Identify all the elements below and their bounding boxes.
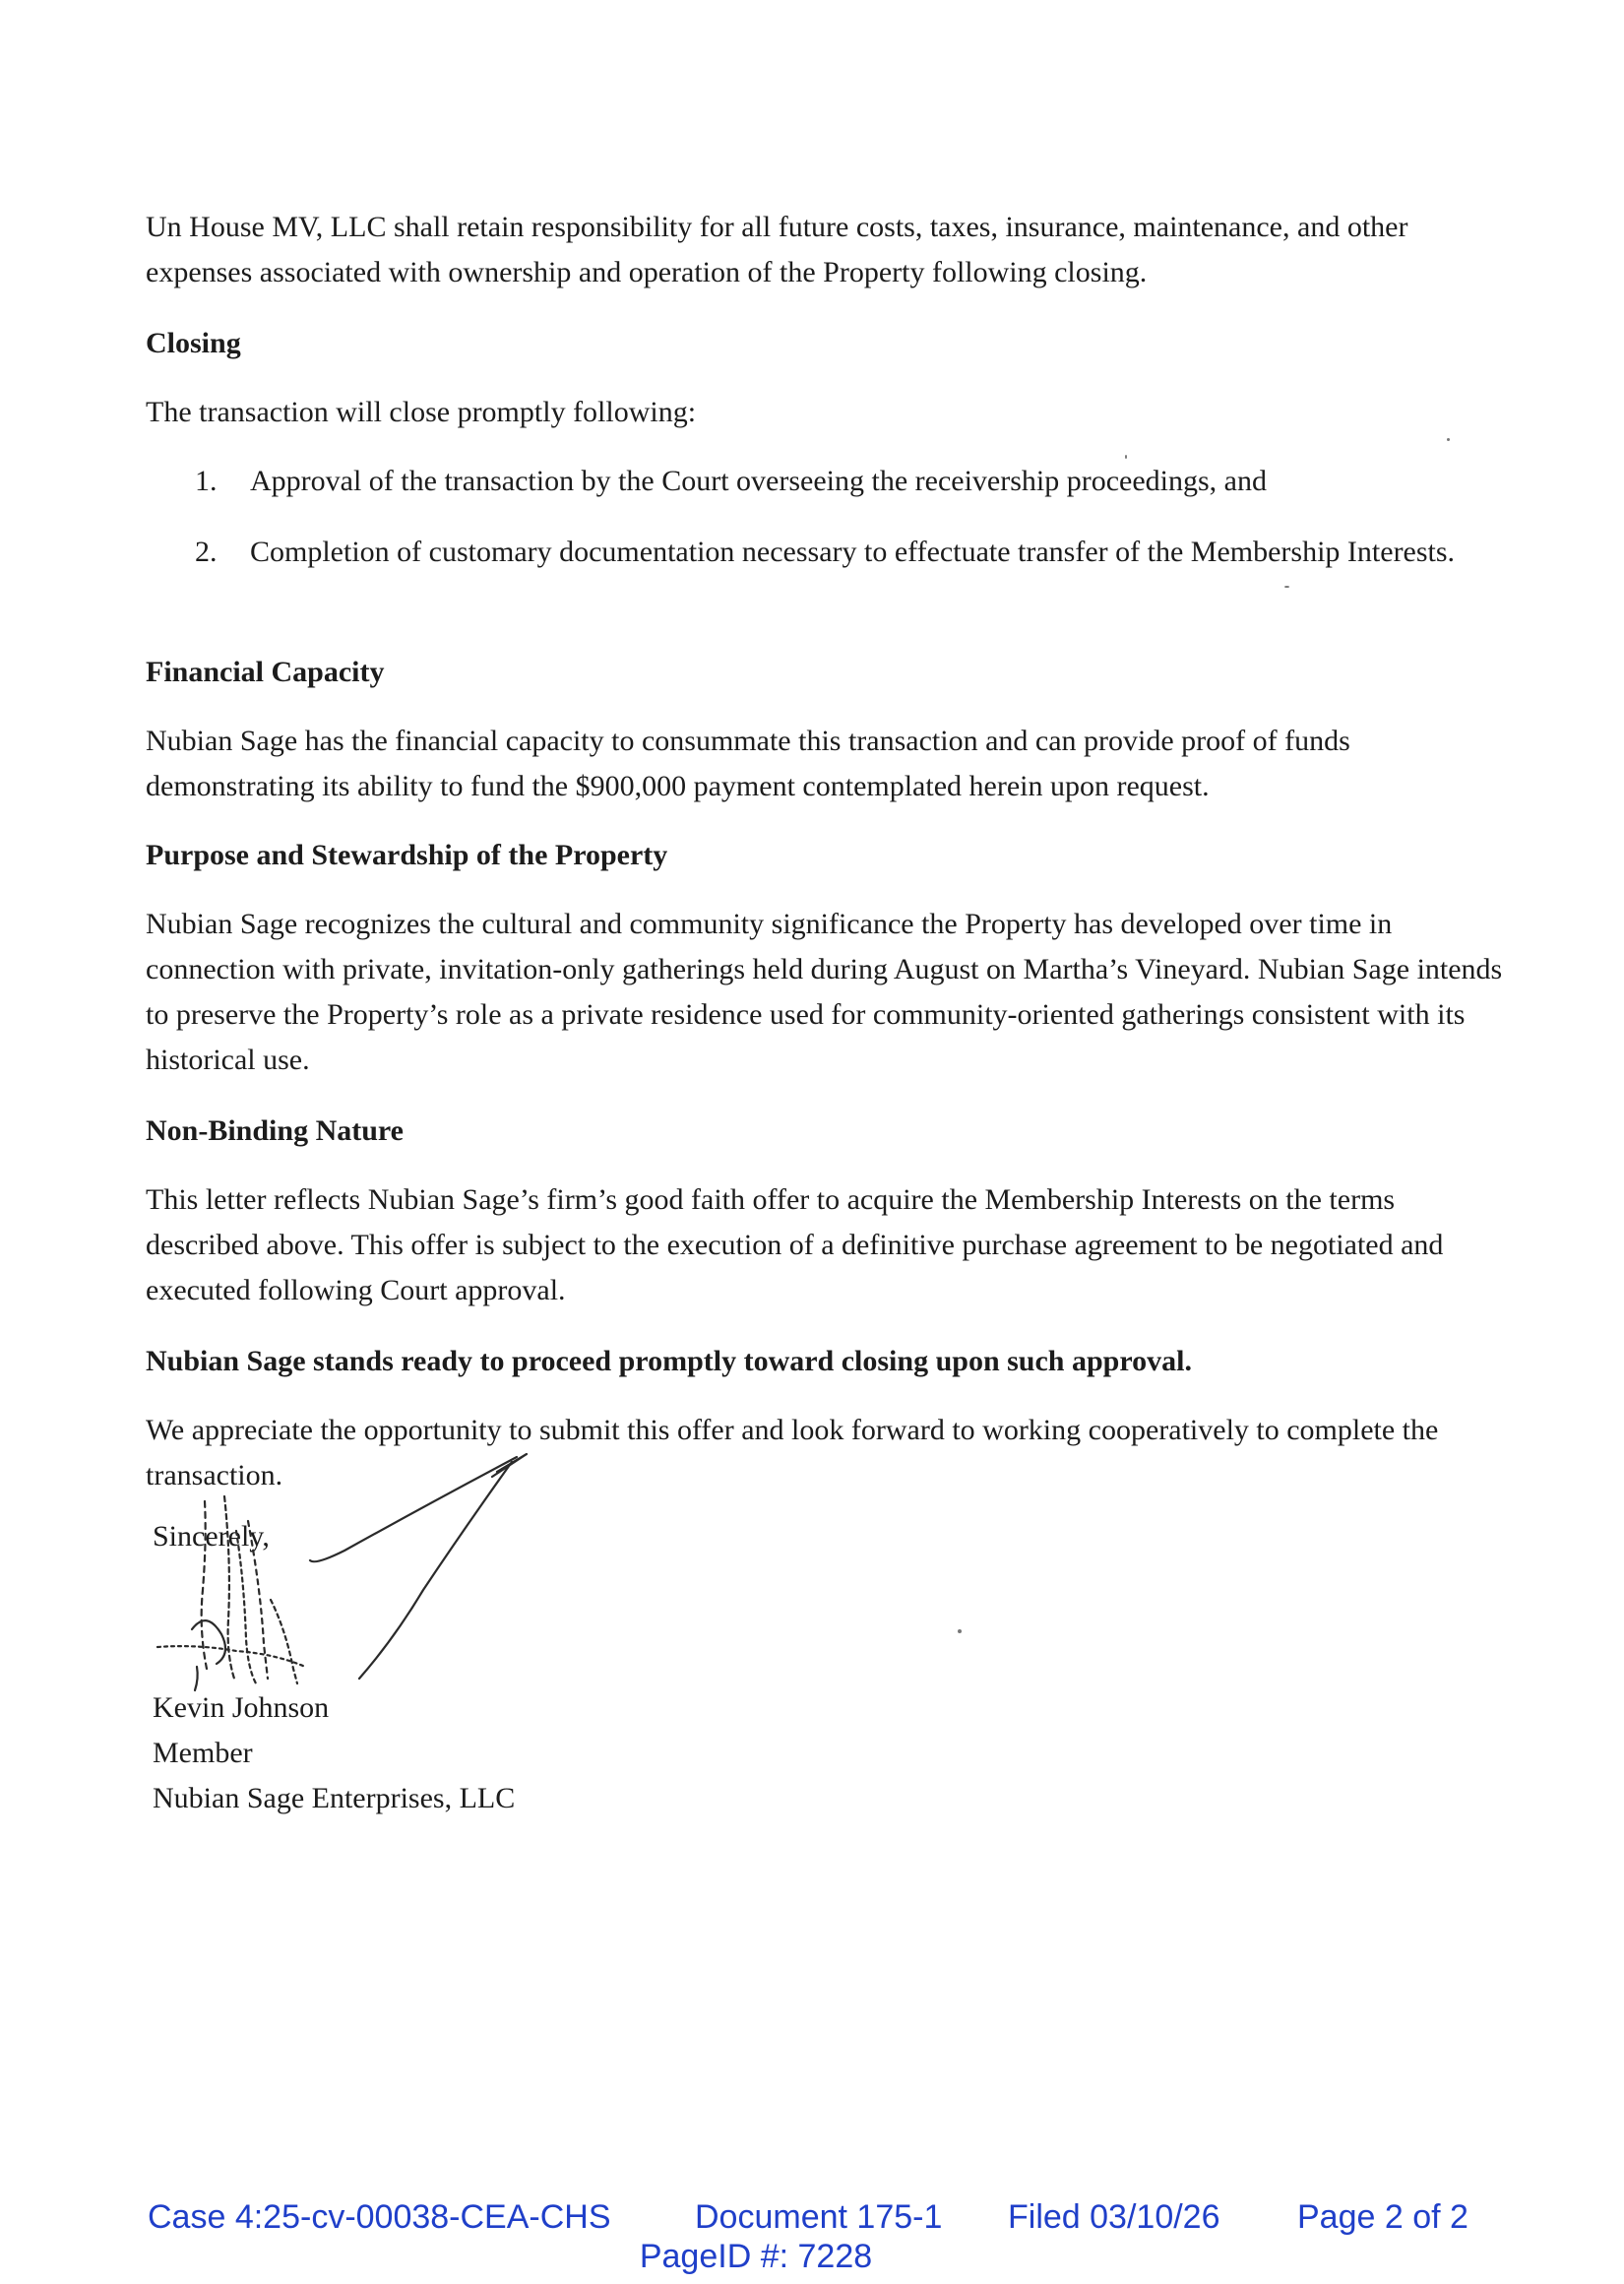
non-binding-heading: Non-Binding Nature <box>146 1114 405 1147</box>
scan-speck <box>958 1629 962 1633</box>
list-number: 2. <box>195 536 218 568</box>
scan-speck <box>1284 586 1289 588</box>
closing-lead: The transaction will close promptly following: <box>146 396 697 428</box>
purpose-heading: Purpose and Stewardship of the Property <box>146 839 668 871</box>
list-number: 1. <box>195 465 218 497</box>
financial-capacity-heading: Financial Capacity <box>146 656 385 688</box>
purpose-body: Nubian Sage recognizes the cultural and community significance the Property has developed over time in connection with private, invitation-only gatherings held during August on Martha’s Vineyard. Nubian Sage intends to preserve the Property’s role as a private residence used for community-oriented gatherings consistent with its historical use. <box>146 908 1503 1076</box>
list-text: Completion of customary documentation necessary to effectuate transfer of the Membership Interests. <box>250 536 1456 568</box>
scan-speck <box>1125 455 1127 459</box>
document-number: Document 175-1 <box>695 2198 943 2236</box>
page-id: PageID #: 7228 <box>639 2238 873 2275</box>
closing-paragraph: We appreciate the opportunity to submit this offer and look forward to working cooperatively to complete the transaction. <box>146 1414 1439 1491</box>
financial-capacity-body: Nubian Sage has the financial capacity to consummate this transaction and can provide proof of funds demonstrating its ability to fund the $900,000 payment contemplated herein upon request. <box>146 725 1350 802</box>
filed-date: Filed 03/10/26 <box>1008 2198 1220 2236</box>
ready-statement: Nubian Sage stands ready to proceed promptly toward closing upon such approval. <box>146 1345 1192 1377</box>
court-filing-footer <box>148 2197 1486 2276</box>
salutation: Sincerely, <box>153 1520 270 1553</box>
non-binding-body: This letter reflects Nubian Sage’s firm’s good faith offer to acquire the Membership Interests on the terms described above. This offer is subject to the execution of a definitive purchase agreement to be negotiated and executed following Court approval. <box>146 1183 1444 1306</box>
scan-speck <box>1447 438 1450 441</box>
signer-company: Nubian Sage Enterprises, LLC <box>153 1782 516 1814</box>
page-count: Page 2 of 2 <box>1297 2198 1468 2236</box>
list-text: Approval of the transaction by the Court overseeing the receivership proceedings, and <box>250 465 1267 497</box>
signer-name: Kevin Johnson <box>153 1691 330 1724</box>
intro-paragraph: Un House MV, LLC shall retain responsibility for all future costs, taxes, insurance, maintenance, and other expenses associated with ownership and operation of the Property following closing. <box>146 211 1408 288</box>
closing-heading: Closing <box>146 327 241 359</box>
case-number: Case 4:25-cv-00038-CEA-CHS <box>148 2198 611 2236</box>
signer-title: Member <box>153 1737 253 1769</box>
